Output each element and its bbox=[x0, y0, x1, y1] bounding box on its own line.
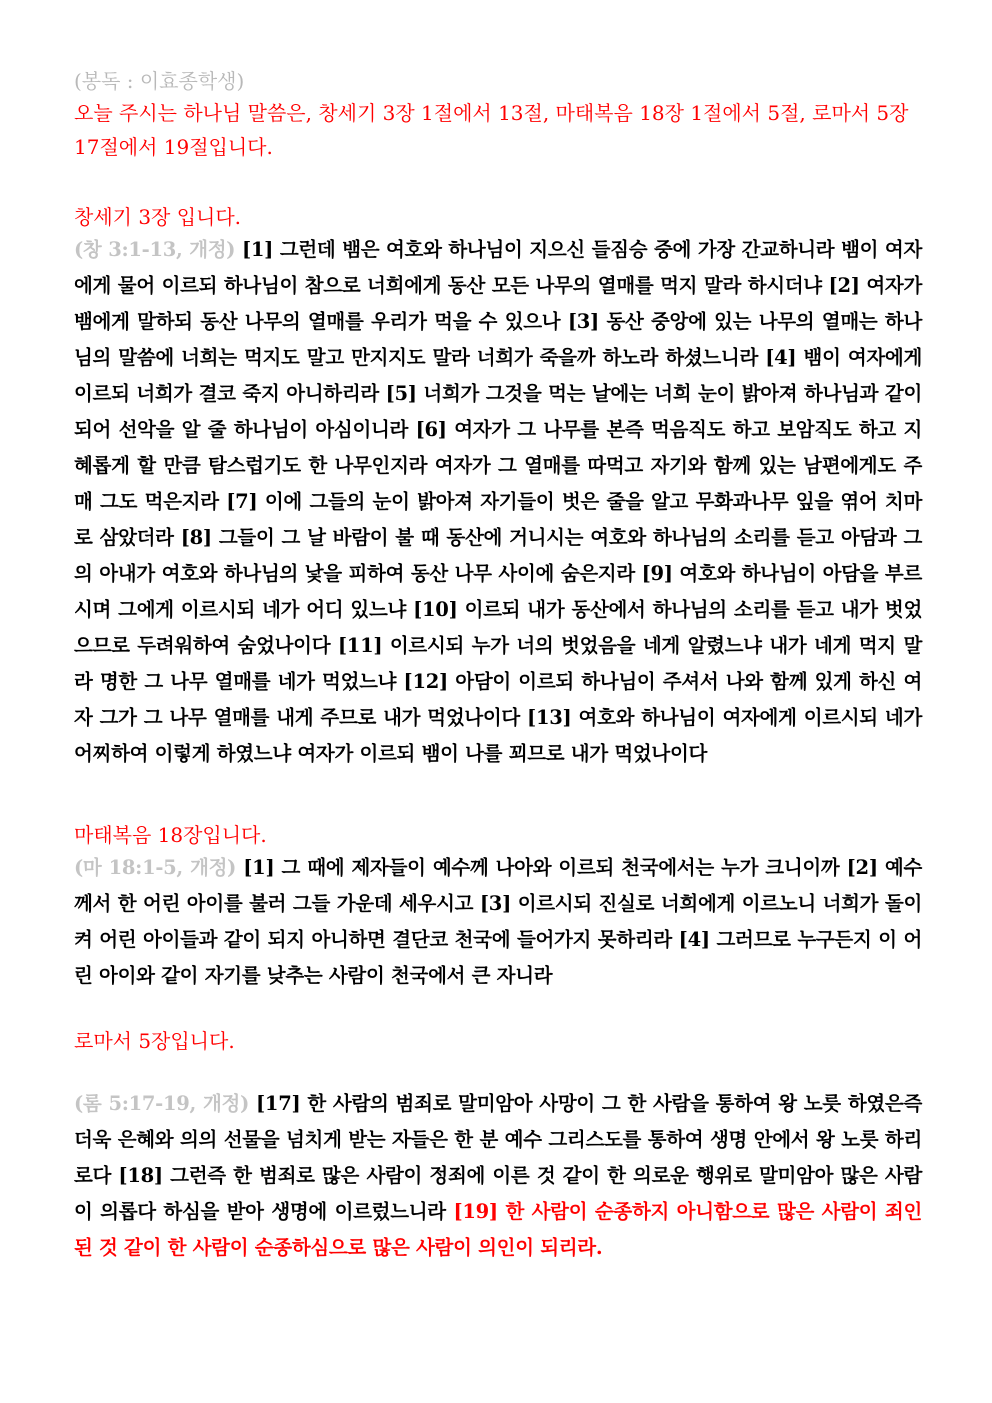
passage-reference: (마 18:1-5, 개정) bbox=[74, 856, 237, 879]
passage-genesis bbox=[74, 232, 922, 772]
reader-credit: (봉독 : 이효종학생) bbox=[74, 69, 245, 93]
passage-text: [1] 그런데 뱀은 여호와 하나님이 지으신 들짐승 중에 가장 간교하니라 뱀이 여자에게 물어 이르되 하나님이 참으로 너희에게 동산 모든 나무의 열매를 먹지 말라 하시더냐 [2] 여자가 뱀에게 말하되 동산 나무의 열매를 우리가 먹을 수 있으나 [3] 동산 중앙에 있는 나무의 열매는 하나님의 말씀에 너희는 먹지도 말고 만지지도 말라 너희가 죽을까 하노라 하셨느니라 [4] 뱀이 여자에게 이르되 너희가 결코 죽지 아니하리라 [5] 너희가 그것을 먹는 날에는 너희 눈이 밝아져 하나님과 같이 되어 선악을 알 줄 하나님이 아심이니라 [6] 여자가 그 나무를 본즉 먹음직도 하고 보암직도 하고 지혜롭게 할 만큼 탐스럽기도 한 나무인지라 여자가 그 열매를 따먹고 자기와 함께 있는 남편에게도 주매 그도 먹은지라 [7] 이에 그들의 눈이 밝아져 자기들이 벗은 줄을 알고 무화과나무 잎을 엮어 치마로 삼았더라 [8] 그들이 그 날 바람이 불 때 동산에 거니시는 여호와 하나님의 소리를 듣고 아담과 그의 아내가 여호와 하나님의 낯을 피하여 동산 나무 사이에 숨은지라 [9] 여호와 하나님이 아담을 부르시며 그에게 이르시되 네가 어디 있느냐 [10] 이르되 내가 동산에서 하나님의 소리를 듣고 내가 벗었으므로 두려워하여 숨었나이다 [11] 이르시되 누가 너의 벗었음을 네게 알렸느냐 내가 네게 먹지 말라 명한 그 나무 열매를 네가 먹었느냐 [12] 아담이 이르되 하나님이 주셔서 나와 함께 있게 하신 여자 그가 그 나무 열매를 내게 주므로 내가 먹었나이다 [13] 여호와 하나님이 여자에게 이르시되 네가 어찌하여 이렇게 하였느냐 여자가 이르되 뱀이 나를 꾀므로 내가 먹었나이다 bbox=[74, 238, 922, 765]
passage-matthew bbox=[74, 850, 922, 994]
passage-romans bbox=[74, 1086, 922, 1266]
passage-reference: (창 3:1-13, 개정) bbox=[74, 238, 236, 261]
passage-text: [1] 그 때에 제자들이 예수께 나아와 이르되 천국에서는 누가 크니이까 [2] 예수께서 한 어린 아이를 불러 그들 가운데 세우시고 [3] 이르시되 진실로 너희에게 이르노니 너희가 돌이켜 어린 아이들과 같이 되지 아니하면 결단코 천국에 들어가지 못하리라 [4] 그러므로 누구든지 이 어린 아이와 같이 자기를 낮추는 사람이 천국에서 큰 자니라 bbox=[74, 856, 922, 987]
passage-reference: (롬 5:17-19, 개정) bbox=[74, 1092, 249, 1115]
highlighted-verse: [19] 한 사람이 순종하지 아니함으로 많은 사람이 죄인 된 것 같이 한 사람이 순종하심으로 많은 사람이 의인이 되리라. bbox=[74, 1200, 922, 1259]
section-heading-romans: 로마서 5장입니다. bbox=[74, 1029, 235, 1053]
scripture-intro: 오늘 주시는 하나님 말씀은, 창세기 3장 1절에서 13절, 마태복음 18장 1절에서 5절, 로마서 5장 17절에서 19절입니다. bbox=[74, 101, 909, 159]
bulletin-page bbox=[74, 66, 922, 1266]
passage-text: [17] 한 사람의 범죄로 말미암아 사망이 그 한 사람을 통하여 왕 노릇 하였은즉 더욱 은혜와 의의 선물을 넘치게 받는 자들은 한 분 예수 그리스도를 통하여 생명 안에서 왕 노릇 하리로다 [18] 그런즉 한 범죄로 많은 사람이 정죄에 이른 것 같이 한 의로운 행위로 말미암아 많은 사람이 의롭다 하심을 받아 생명에 이르렀느니라 bbox=[74, 1092, 922, 1223]
section-heading-genesis: 창세기 3장 입니다. bbox=[74, 205, 242, 229]
section-heading-matthew: 마태복음 18장입니다. bbox=[74, 823, 267, 847]
